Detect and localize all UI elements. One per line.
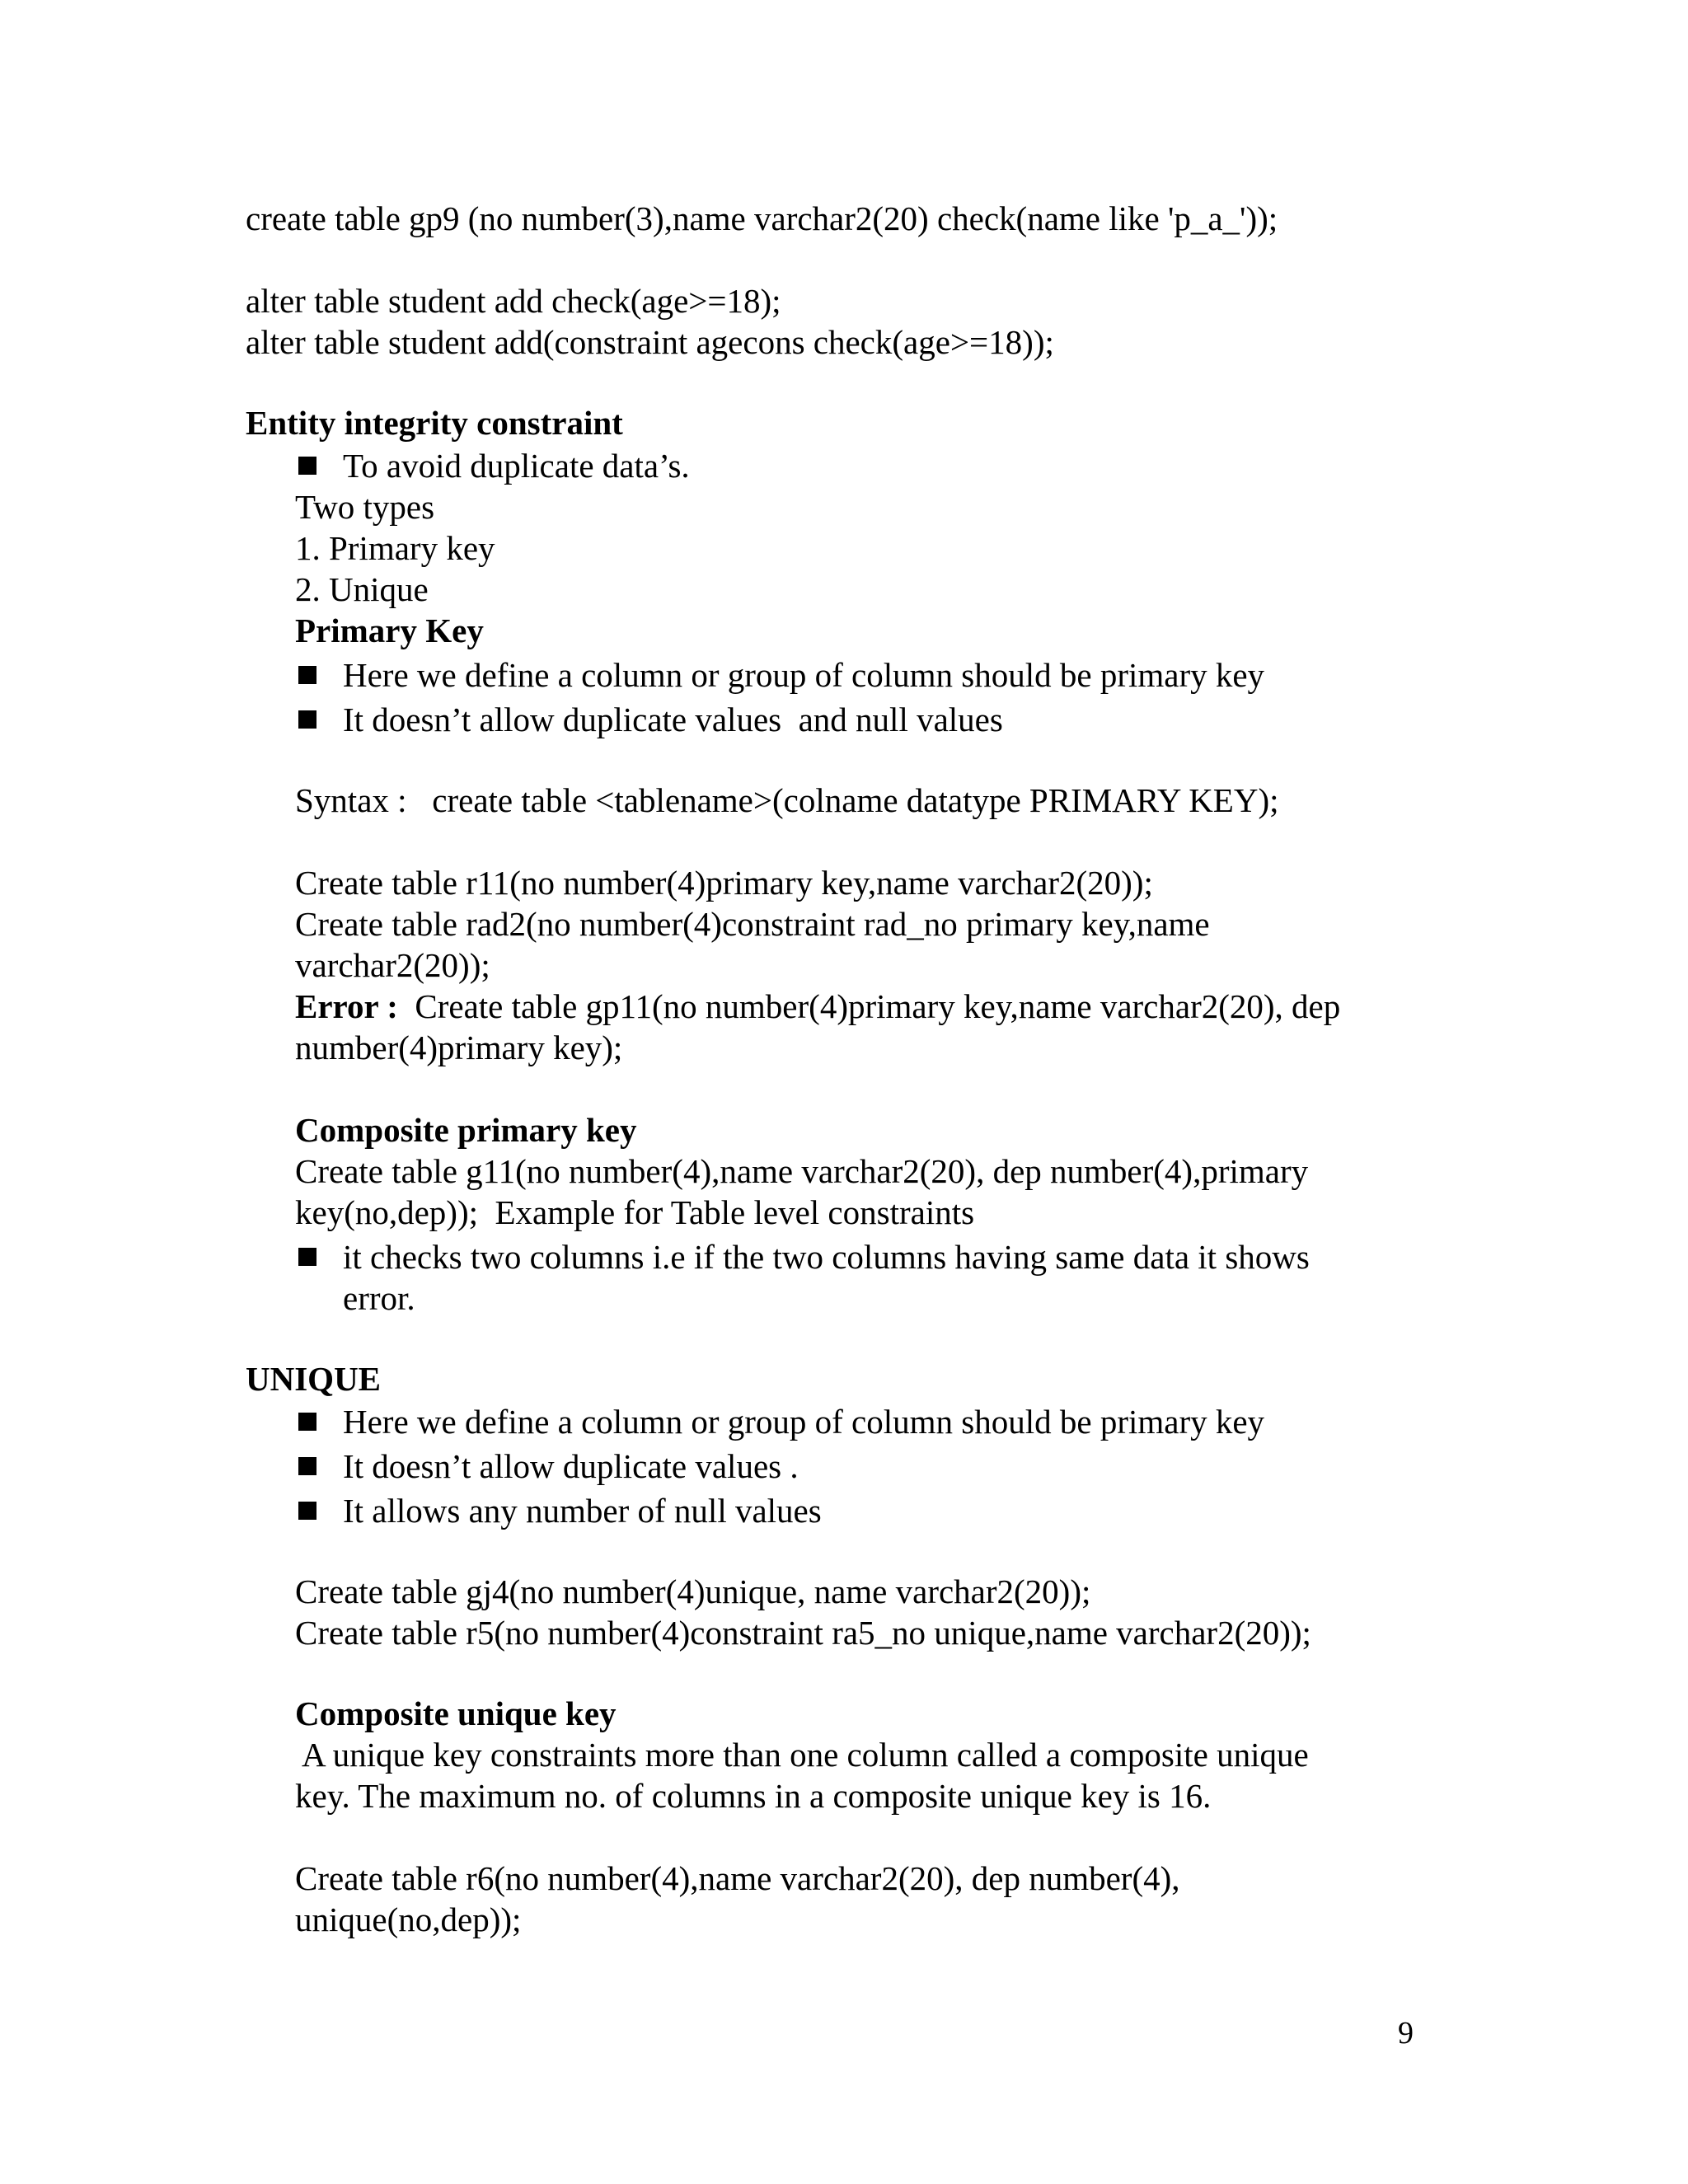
primary-key-example-r11: Create table r11(no number(4)primary key,name varchar2(20)); — [295, 864, 1153, 902]
alter-constraint-statement: alter table student add(constraint agecons check(age>=18)); — [246, 323, 1054, 361]
primary-key-bullet-no-duplicates: It doesn’t allow duplicate values and null values — [343, 701, 1003, 738]
create-gp9-statement: create table gp9 (no number(3),name varchar2(20) check(name like 'p_a_')); — [246, 199, 1278, 237]
unique-bullet-no-duplicates: It doesn’t allow duplicate values . — [343, 1447, 799, 1485]
square-bullet-icon — [298, 1457, 316, 1475]
square-bullet-icon — [298, 666, 316, 684]
composite-unique-description: A unique key constraints more than one column called a composite unique — [295, 1736, 1309, 1774]
entity-integrity-heading: Entity integrity constraint — [246, 404, 623, 442]
two-types-text: Two types — [295, 488, 435, 526]
primary-key-error-line — [295, 986, 1340, 1027]
square-bullet-icon — [298, 1413, 316, 1431]
page-number: 9 — [1398, 2016, 1414, 2050]
alter-check-statement: alter table student add check(age>=18); — [246, 282, 781, 320]
unique-heading: UNIQUE — [246, 1360, 382, 1398]
primary-key-bullet-define: Here we define a column or group of column should be primary key — [343, 656, 1265, 694]
error-statement: Create table gp11(no number(4)primary key,name varchar2(20), dep — [397, 987, 1341, 1025]
primary-key-syntax: Syntax : create table <tablename>(colname datatype PRIMARY KEY); — [295, 781, 1279, 819]
unique-bullet-null-values: It allows any number of null values — [343, 1492, 822, 1530]
composite-primary-example: Create table g11(no number(4),name varchar2(20), dep number(4),primary — [295, 1152, 1309, 1190]
error-label: Error : — [295, 987, 398, 1025]
composite-unique-description-cont: key. The maximum no. of columns in a composite unique key is 16. — [295, 1777, 1212, 1815]
type-primary-key: 1. Primary key — [295, 529, 495, 567]
square-bullet-icon — [298, 1248, 316, 1266]
unique-bullet-define: Here we define a column or group of column should be primary key — [343, 1403, 1265, 1441]
primary-key-heading: Primary Key — [295, 612, 484, 649]
composite-unique-example-r6-cont: unique(no,dep)); — [295, 1900, 522, 1938]
square-bullet-icon — [298, 457, 316, 475]
entity-bullet-avoid-duplicate: To avoid duplicate data’s. — [343, 447, 690, 485]
primary-key-error-cont: number(4)primary key); — [295, 1029, 623, 1066]
primary-key-example-rad2-cont: varchar2(20)); — [295, 946, 490, 984]
square-bullet-icon — [298, 710, 316, 729]
composite-primary-bullet-cont: error. — [343, 1279, 415, 1317]
primary-key-example-rad2: Create table rad2(no number(4)constraint rad_no primary key,name — [295, 905, 1210, 943]
composite-primary-key-heading: Composite primary key — [295, 1111, 637, 1149]
composite-primary-example-cont: key(no,dep)); Example for Table level constraints — [295, 1193, 975, 1231]
unique-example-gj4: Create table gj4(no number(4)unique, name varchar2(20)); — [295, 1572, 1091, 1610]
composite-primary-bullet: it checks two columns i.e if the two columns having same data it shows — [343, 1238, 1310, 1276]
composite-unique-example-r6: Create table r6(no number(4),name varchar2(20), dep number(4), — [295, 1859, 1180, 1897]
type-unique: 2. Unique — [295, 570, 429, 608]
square-bullet-icon — [298, 1502, 316, 1520]
composite-unique-key-heading: Composite unique key — [295, 1694, 617, 1732]
unique-example-r5: Create table r5(no number(4)constraint ra5_no unique,name varchar2(20)); — [295, 1614, 1311, 1652]
